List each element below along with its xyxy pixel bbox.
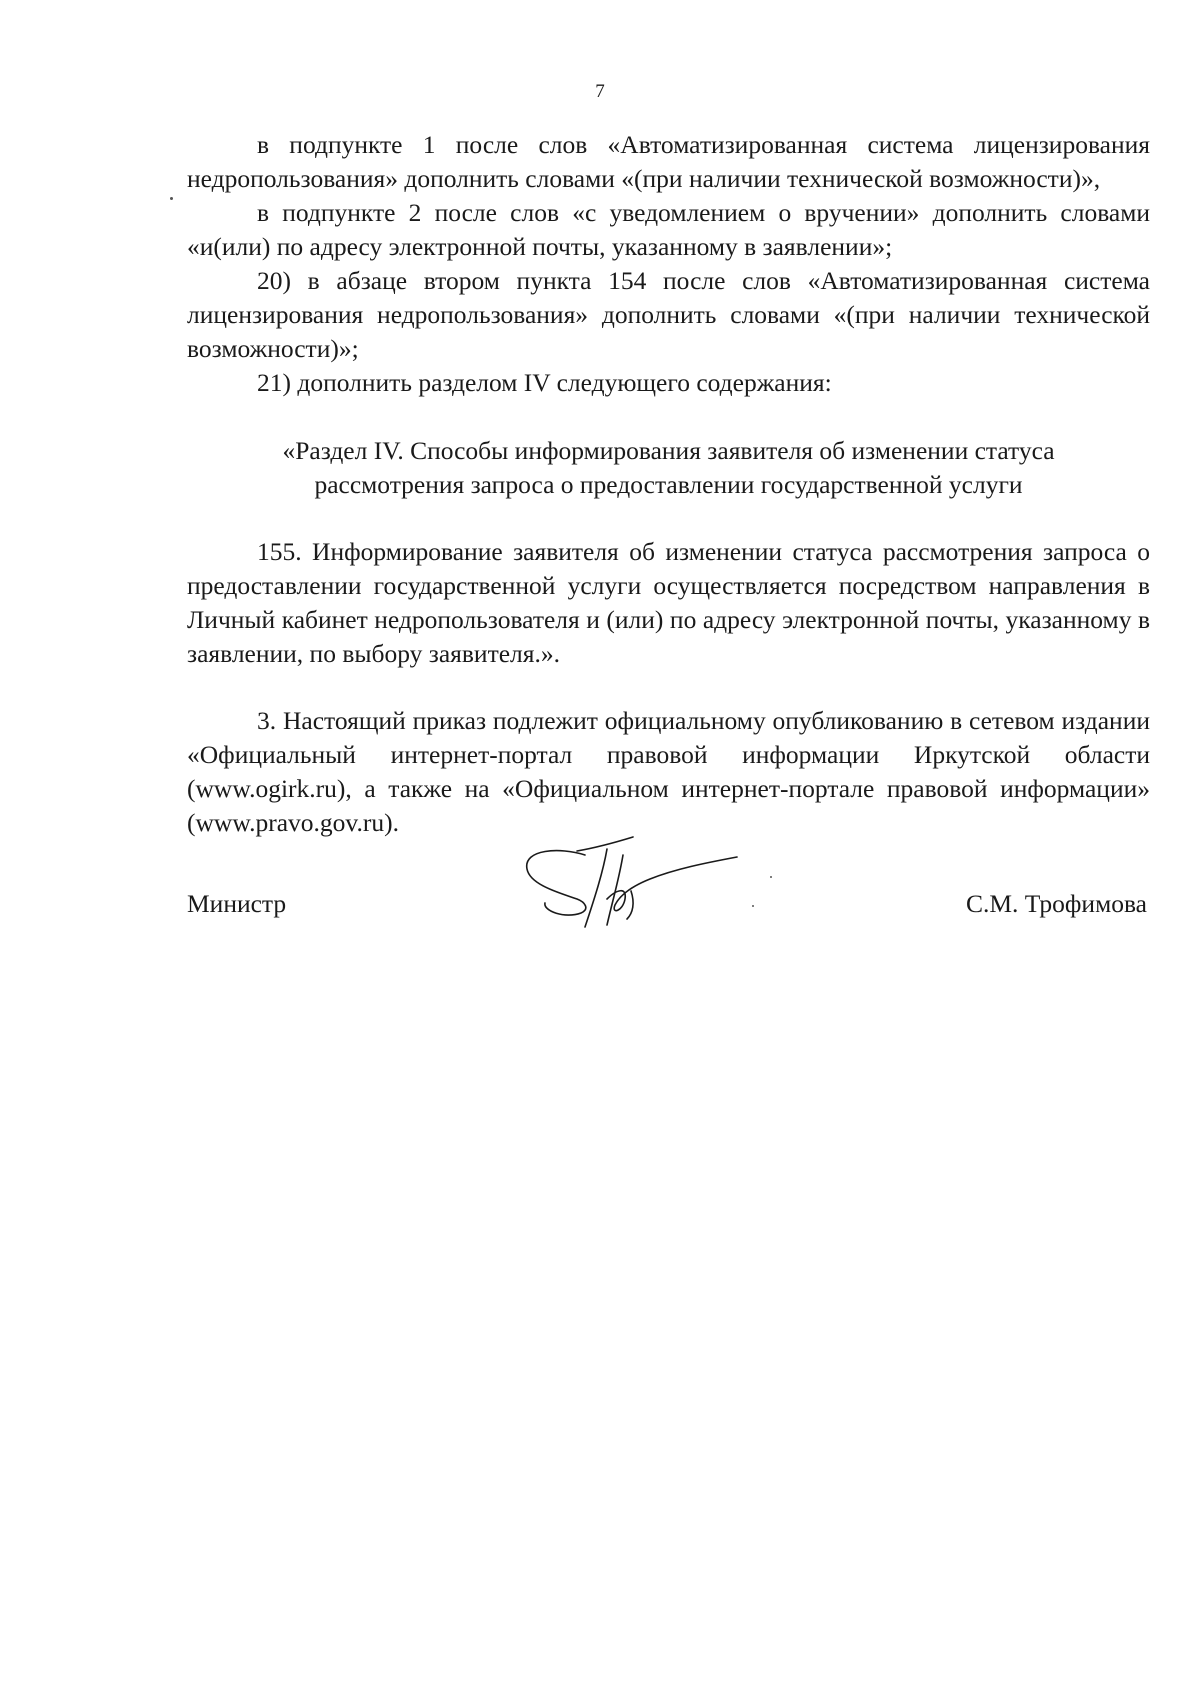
signer-name: С.М. Трофимова — [966, 889, 1147, 918]
page-number: 7 — [595, 81, 605, 102]
paragraph-subpoint-1: в подпункте 1 после слов «Автоматизированная система лицензирования недропользования» дополнить словами «(при наличии технической возможности)», — [187, 130, 1150, 193]
signature-block — [187, 887, 1147, 927]
paragraph-3: 3. Настоящий приказ подлежит официальному опубликованию в сетевом издании «Официальный интернет-портал правовой информации Иркутской области (www.ogirk.ru), а также на «Официальном интернет-портале правовой информации» (www.pravo.gov.ru). — [187, 706, 1150, 837]
paragraph-subpoint-2: в подпункте 2 после слов «с уведомлением о вручении» дополнить словами «и(или) по адресу электронной почты, указанному в заявлении»; — [187, 198, 1150, 261]
paragraph-155: 155. Информирование заявителя об изменении статуса рассмотрения запроса о предоставлении государственной услуги осуществляется посредством направления в Личный кабинет недропользователя и (или) по адресу электронной почты, указанному в заявлении, по выбору заявителя.». — [187, 537, 1150, 668]
paragraph-item-21: 21) дополнить разделом IV следующего содержания: — [257, 368, 832, 397]
section-heading-line-2: рассмотрения запроса о предоставлении государственной услуги — [314, 470, 1023, 499]
section-heading — [187, 434, 1150, 502]
signer-title: Министр — [187, 889, 287, 918]
scan-speck — [752, 905, 754, 907]
scan-speck — [770, 876, 772, 878]
document-body — [187, 128, 1150, 840]
scan-speck — [170, 197, 173, 200]
paragraph-item-20: 20) в абзаце втором пункта 154 после слов «Автоматизированная система лицензирования недропользования» дополнить словами «(при наличии технической возможности)»; — [187, 266, 1150, 363]
section-heading-line-1: «Раздел IV. Способы информирования заявителя об изменении статуса — [282, 436, 1055, 465]
